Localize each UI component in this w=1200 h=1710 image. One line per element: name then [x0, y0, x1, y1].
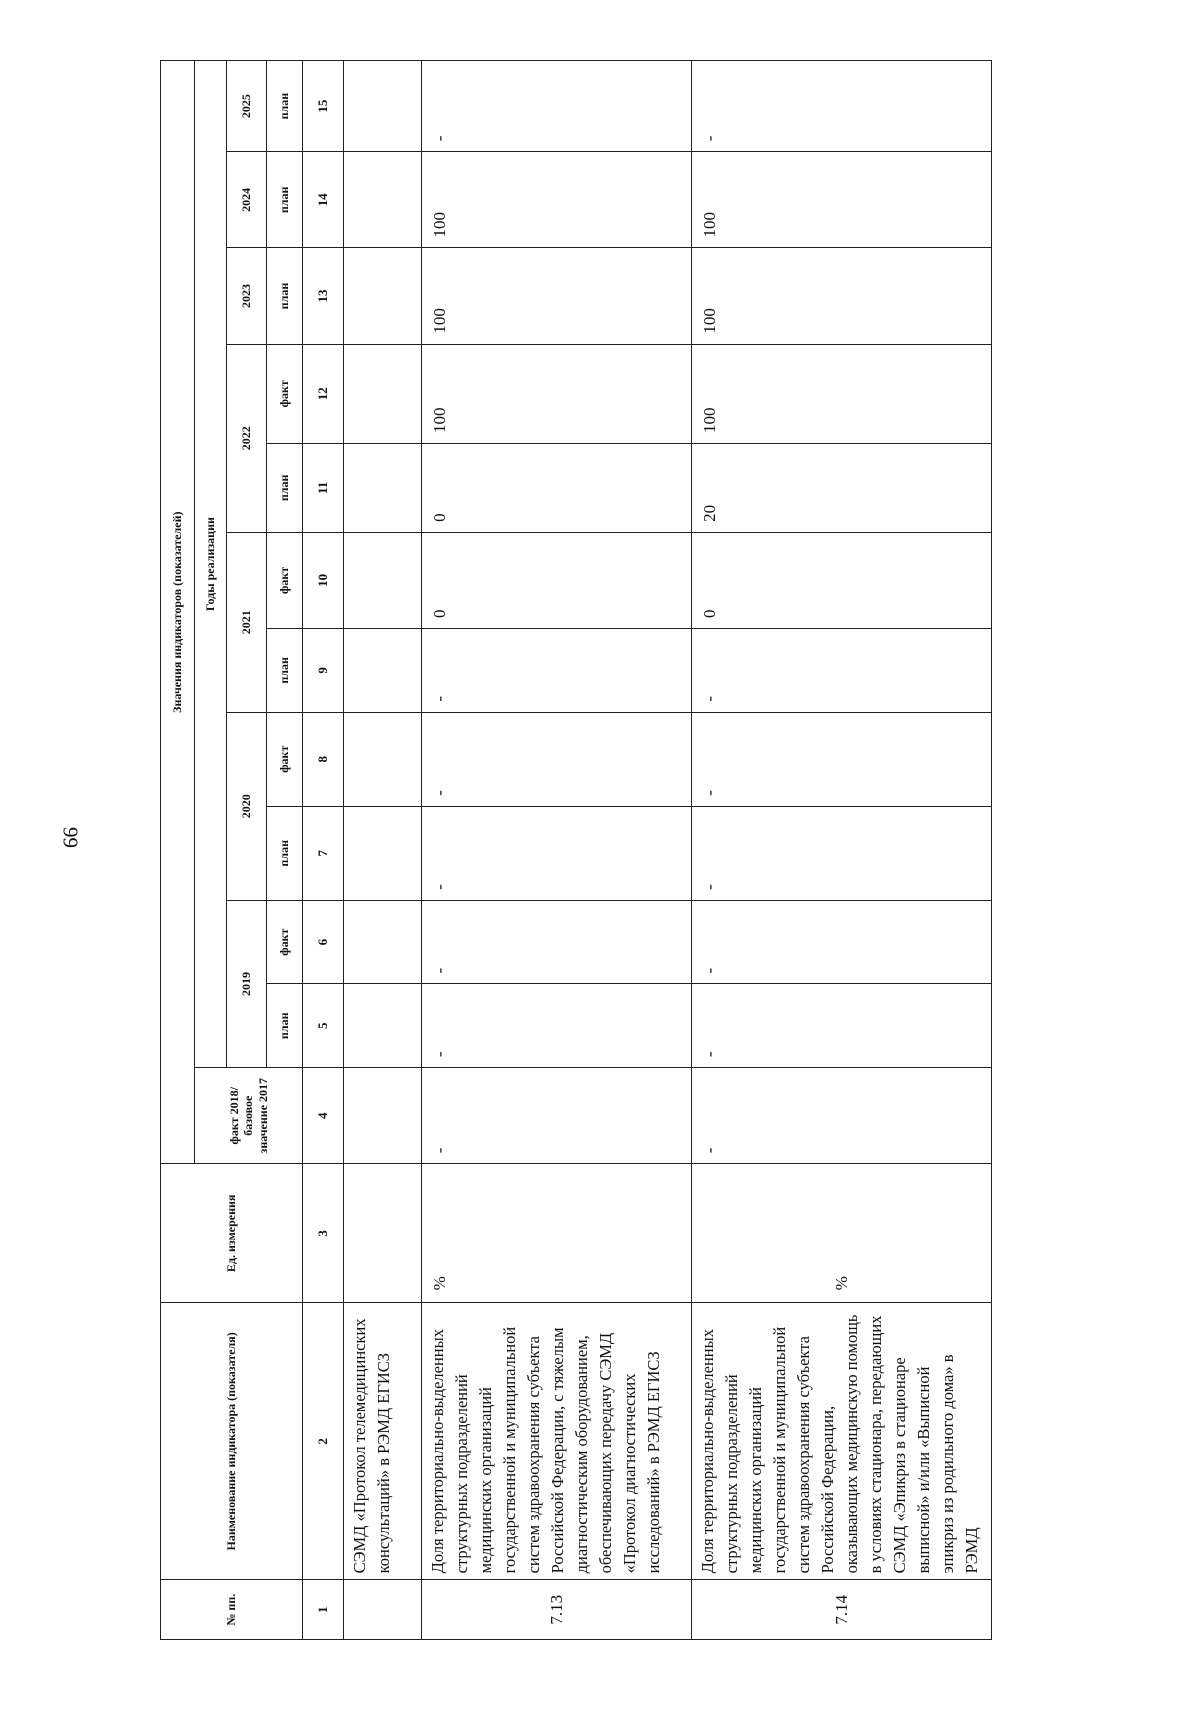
column-number: 4 [303, 1068, 344, 1164]
header-fact: факт [267, 712, 303, 806]
column-number: 12 [303, 344, 344, 443]
indicator-name: Доля территориально-выделенных структурных подразделений медицинских организаций государственной и муниципальной систем здравоохранения субъекта Российской Федерации, с тяжелым диагностическим оборудованием, обеспечивающих передачу СЭМД «Протокол диагностических исследований» в РЭМД ЕГИСЗ [422, 1303, 692, 1580]
column-number: 5 [303, 984, 344, 1068]
column-number: 10 [303, 532, 344, 628]
header-plan: план [267, 248, 303, 344]
value-cell [344, 629, 422, 713]
value-cell: - [692, 61, 992, 152]
header-plan: план [267, 806, 303, 900]
value-cell [344, 1068, 422, 1164]
value-cell [344, 152, 422, 248]
value-cell: - [422, 1068, 692, 1164]
header-plan: план [267, 984, 303, 1068]
header-base: факт 2018/базовое значение 2017 [195, 1068, 303, 1164]
column-number: 15 [303, 61, 344, 152]
table-row [692, 61, 992, 1640]
column-number: 2 [303, 1303, 344, 1580]
header-year-2024: 2024 [227, 152, 267, 248]
column-number: 14 [303, 152, 344, 248]
value-cell: 100 [422, 248, 692, 344]
value-cell: - [422, 712, 692, 806]
value-cell [344, 532, 422, 628]
value-cell: - [422, 900, 692, 984]
value-cell [344, 806, 422, 900]
row-number: 7.13 [422, 1580, 692, 1640]
value-cell [344, 61, 422, 152]
header-fact: факт [267, 532, 303, 628]
value-cell: 0 [422, 532, 692, 628]
header-values-group: Значения индикаторов (показателей) [161, 61, 195, 1164]
indicator-name: СЭМД «Протокол телемедицинских консультаций» в РЭМД ЕГИСЗ [344, 1303, 422, 1580]
value-cell: 20 [692, 443, 992, 532]
indicator-name: Доля территориально-выделенных структурных подразделений медицинских организаций государственной и муниципальной систем здравоохранения субъекта Российской Федерации, оказывающих медицинскую помощь в условиях стационара, передающих СЭМД «Эпикриз в стационаре выписной» и/или «Выписной эпикриз из родильного дома» в РЭМД [692, 1303, 992, 1580]
column-number: 3 [303, 1164, 344, 1303]
header-name: Наименование индикатора (показателя) [161, 1303, 303, 1580]
value-cell: 100 [692, 248, 992, 344]
header-year-2025: 2025 [227, 61, 267, 152]
value-cell: 100 [422, 152, 692, 248]
indicators-table [160, 60, 992, 1640]
rotated-table-container [160, 60, 1080, 1640]
column-number: 13 [303, 248, 344, 344]
header-fact: факт [267, 900, 303, 984]
value-cell: - [692, 900, 992, 984]
unit-cell: % [692, 1164, 992, 1303]
value-cell [344, 984, 422, 1068]
header-plan: план [267, 629, 303, 713]
value-cell [344, 443, 422, 532]
value-cell [344, 248, 422, 344]
value-cell: - [692, 629, 992, 713]
unit-cell [344, 1164, 422, 1303]
header-year-2021: 2021 [227, 532, 267, 712]
header-fact: факт [267, 344, 303, 443]
value-cell: 100 [692, 152, 992, 248]
header-year-2023: 2023 [227, 248, 267, 344]
header-no: № пп. [161, 1580, 303, 1640]
value-cell: - [422, 984, 692, 1068]
row-number: 7.14 [692, 1580, 992, 1640]
value-cell: - [692, 1068, 992, 1164]
header-unit: Ед. измерения [161, 1164, 303, 1303]
page-number: 99 [58, 827, 83, 848]
value-cell: - [422, 61, 692, 152]
header-year-2020: 2020 [227, 712, 267, 900]
value-cell: 0 [422, 443, 692, 532]
value-cell [344, 900, 422, 984]
value-cell: 100 [422, 344, 692, 443]
row-number [344, 1580, 422, 1640]
column-number: 11 [303, 443, 344, 532]
value-cell: 100 [692, 344, 992, 443]
column-number: 8 [303, 712, 344, 806]
value-cell: - [422, 806, 692, 900]
header-year-2022: 2022 [227, 344, 267, 532]
header-plan: план [267, 443, 303, 532]
header-plan: план [267, 61, 303, 152]
header-year-2019: 2019 [227, 900, 267, 1067]
column-numbers-row [303, 61, 344, 1640]
table-row [422, 61, 692, 1640]
column-number: 7 [303, 806, 344, 900]
value-cell: - [422, 629, 692, 713]
header-plan: план [267, 152, 303, 248]
column-number: 6 [303, 900, 344, 984]
value-cell [344, 344, 422, 443]
value-cell: - [692, 984, 992, 1068]
value-cell: - [692, 806, 992, 900]
unit-cell: % [422, 1164, 692, 1303]
column-number: 9 [303, 629, 344, 713]
column-number: 1 [303, 1580, 344, 1640]
value-cell: - [692, 712, 992, 806]
header-years-group: Годы реализации [195, 61, 227, 1068]
value-cell [344, 712, 422, 806]
table-row [344, 61, 422, 1640]
value-cell: 0 [692, 532, 992, 628]
